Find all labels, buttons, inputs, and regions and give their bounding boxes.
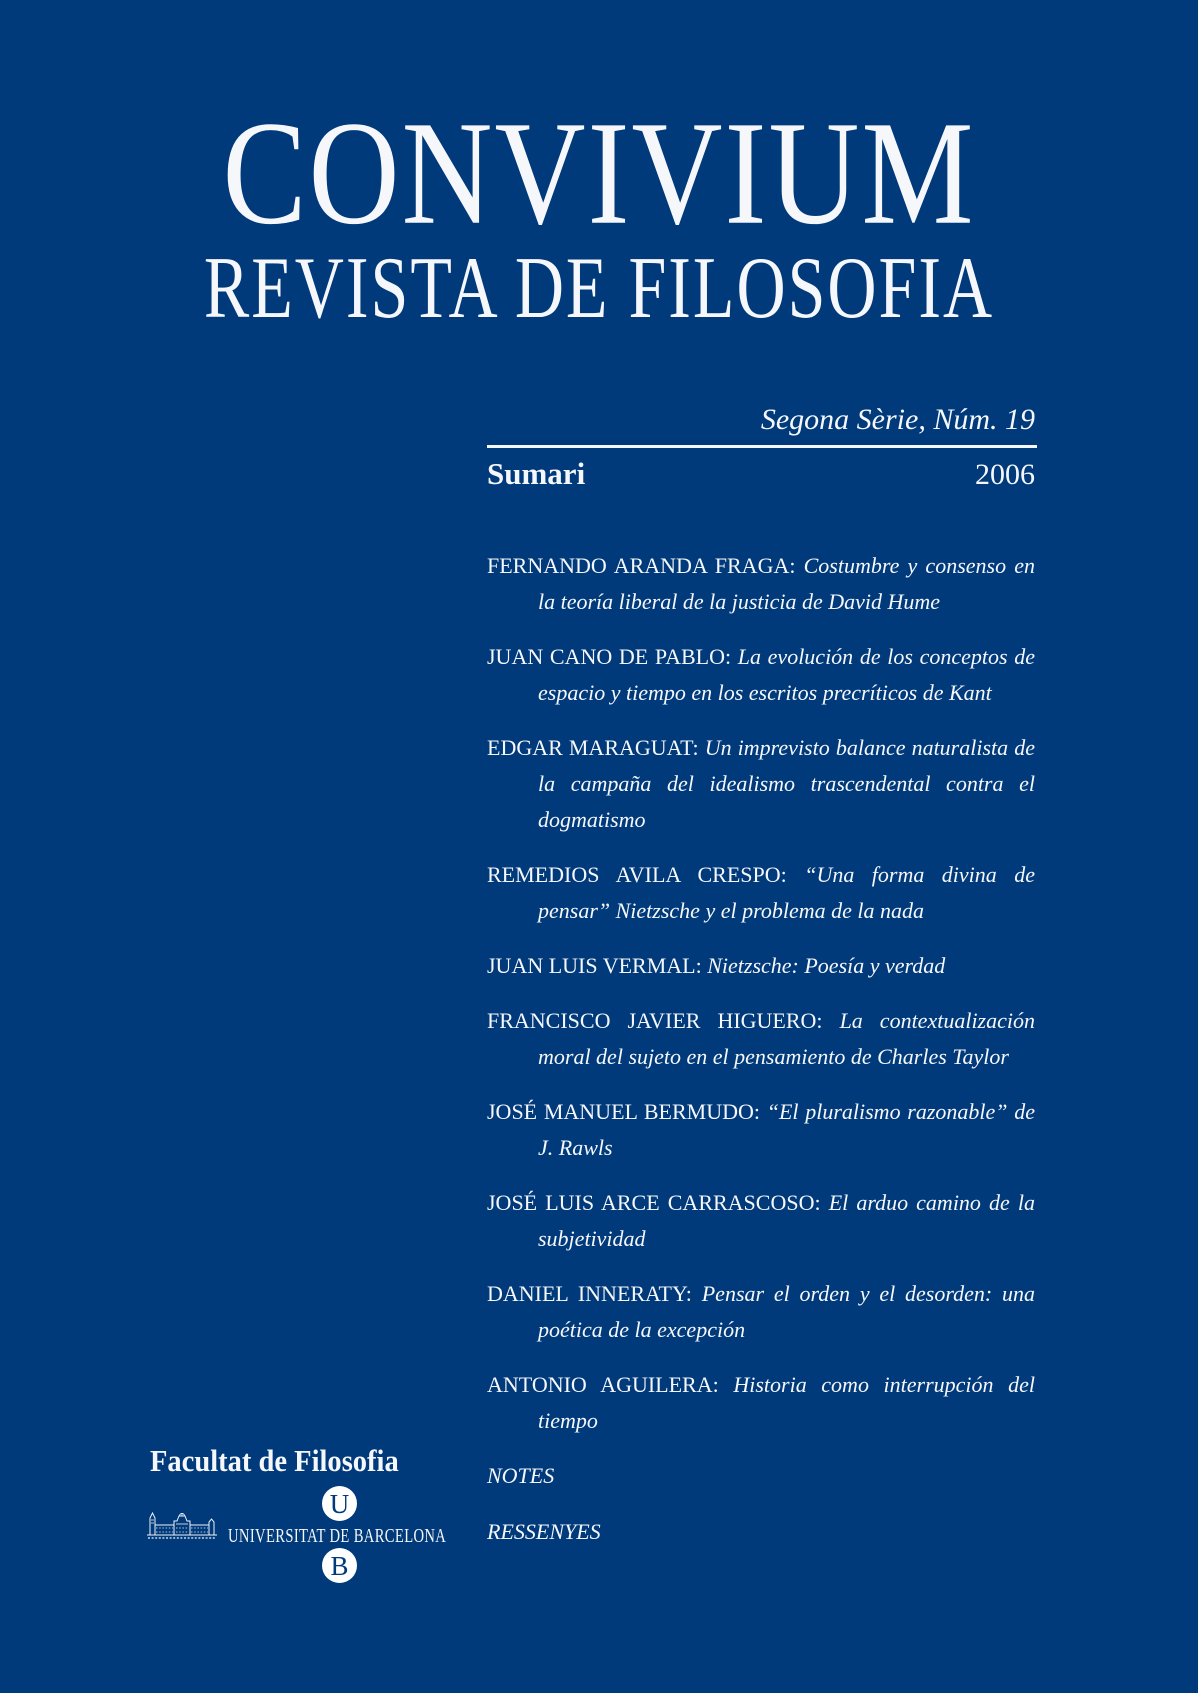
toc-section-heading: RESSENYES (487, 1519, 601, 1544)
toc-entry (487, 1185, 1035, 1257)
toc-entry-author: JUAN LUIS VERMAL: (487, 953, 702, 978)
summary-label: Sumari (487, 456, 586, 491)
toc-entry (487, 1094, 1035, 1166)
toc-entry-author: ANTONIO AGUILERA: (487, 1372, 719, 1397)
toc-entry-title: “El pluralismo razonable” de J. Rawls (538, 1099, 1036, 1160)
journal-title: CONVIVIUM (222, 91, 976, 256)
issue-year: 2006 (975, 458, 1035, 491)
toc-list (487, 548, 1035, 1570)
toc-entry-author: JOSÉ MANUEL BERMUDO: (487, 1099, 760, 1124)
toc-entry (487, 948, 1035, 984)
toc-entry-author: REMEDIOS AVILA CRESPO: (487, 862, 787, 887)
toc-entry (487, 730, 1035, 838)
toc-entry (487, 1003, 1035, 1075)
toc-entry-title: “Una forma divina de pensar” Nietzsche y el problema de la nada (538, 862, 1035, 923)
header-divider (487, 445, 1037, 448)
toc-entry-title: La contextualización moral del sujeto en el pensamiento de Charles Taylor (538, 1008, 1035, 1069)
toc-entry-author: DANIEL INNERATY: (487, 1281, 692, 1306)
toc-entry (487, 548, 1035, 620)
toc-entry (487, 639, 1035, 711)
toc-entry (487, 1276, 1035, 1348)
summary-row (487, 457, 1035, 491)
ub-building-icon (146, 1511, 218, 1547)
seal-letter-b: B (330, 1551, 349, 1581)
toc-entry-author: FERNANDO ARANDA FRAGA: (487, 553, 796, 578)
toc-entry-author: JUAN CANO DE PABLO: (487, 644, 732, 669)
toc-entry-title: Un imprevisto balance naturalista de la campaña del idealismo trascendental contra el dogmatismo (538, 735, 1036, 832)
series-number-line: Segona Sèrie, Núm. 19 (760, 403, 1035, 436)
toc-section-heading: NOTES (487, 1463, 555, 1488)
toc-entry-title: Historia como interrupción del tiempo (538, 1372, 1036, 1433)
toc-entry-author: EDGAR MARAGUAT: (487, 735, 699, 760)
toc-entry-title: El arduo camino de la subjetividad (538, 1190, 1035, 1251)
toc-entry-title: Pensar el orden y el desorden: una poética de la excepción (538, 1281, 1035, 1342)
toc-entry (487, 1367, 1035, 1439)
ub-seal-b-icon (322, 1548, 357, 1583)
toc-entry-author: FRANCISCO JAVIER HIGUERO: (487, 1008, 823, 1033)
seal-letter-u: U (329, 1489, 350, 1519)
ub-seal-u-icon (322, 1486, 357, 1521)
journal-subtitle: REVISTA DE FILOSOFIA (203, 237, 995, 337)
toc-entry-title: La evolución de los conceptos de espacio y tiempo en los escritos precríticos de Kant (538, 644, 1035, 705)
toc-entry-author: JOSÉ LUIS ARCE CARRASCOSO: (487, 1190, 821, 1215)
university-name: UNIVERSITAT DE BARCELONA (228, 1525, 447, 1547)
toc-entry-title: Costumbre y consenso en la teoría liberal de la justicia de David Hume (538, 553, 1036, 614)
toc-entry-title: Nietzsche: Poesía y verdad (707, 953, 946, 978)
toc-entry (487, 857, 1035, 929)
faculty-name: Facultat de Filosofia (150, 1443, 399, 1478)
